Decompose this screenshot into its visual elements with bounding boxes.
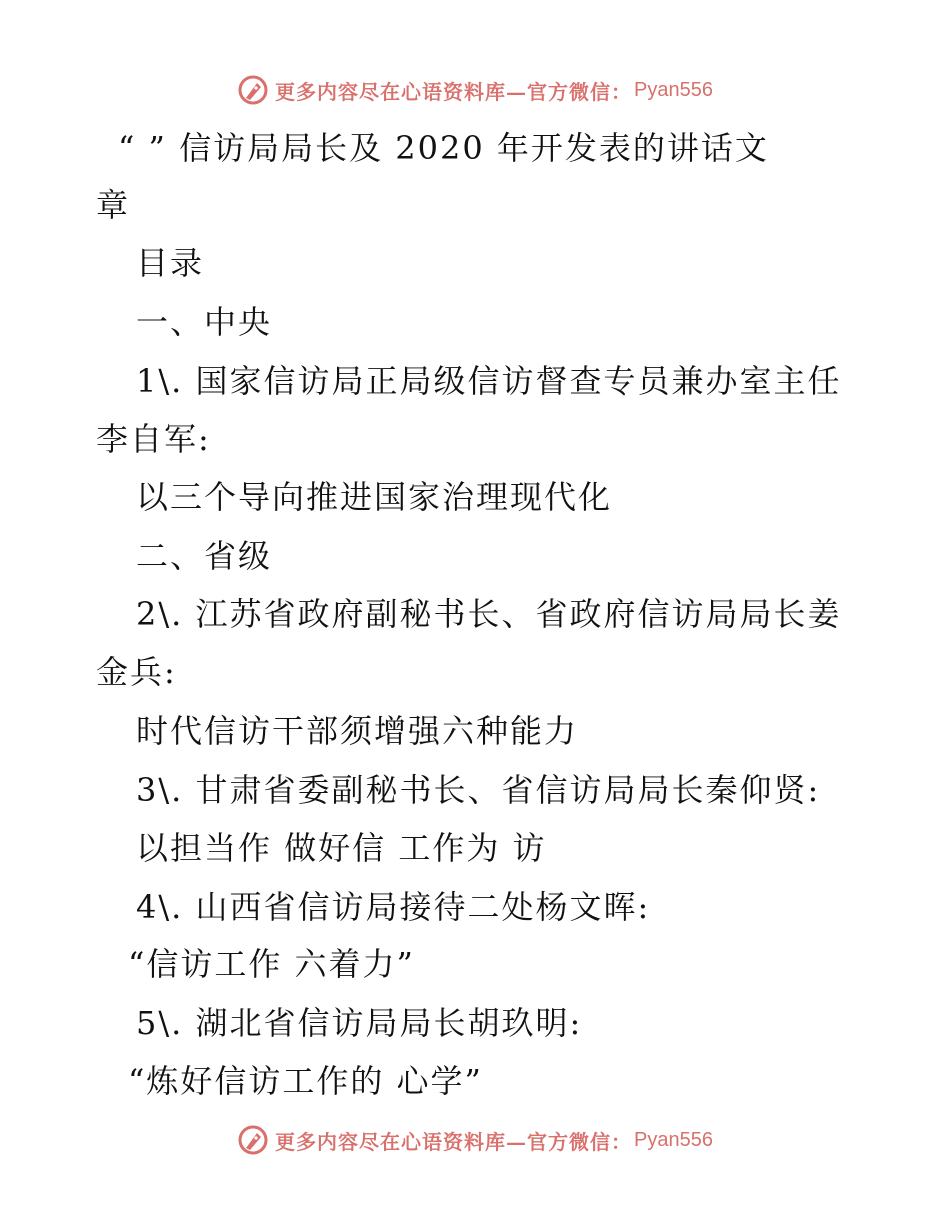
watermark-text: 更多内容尽在心语资料库—官方微信： (275, 79, 633, 104)
toc-item-1-cont: 李自军: (96, 420, 211, 458)
doc-title-line-1: “ ” 信访局局长及 2020 年开发表的讲话文 (118, 129, 769, 167)
toc-item-4-title: “信访工作 六着力” (128, 945, 415, 983)
toc-item-5-title: “炼好信访工作的 心学” (128, 1062, 483, 1100)
watermark-wechat-id: Pyan556 (634, 78, 713, 101)
toc-item-2-cont: 金兵: (96, 653, 177, 691)
toc-item-4: 4\. 山西省信访局接待二处杨文晖: (136, 888, 651, 926)
toc-item-3: 3\. 甘肃省委副秘书长、省信访局局长秦仰贤: (136, 771, 821, 809)
pen-nib-logo-icon (237, 74, 269, 106)
toc-item-2: 2\. 江苏省政府副秘书长、省政府信访局局长姜 (136, 595, 842, 633)
toc-item-3-title: 以担当作 做好信 工作为 访 (136, 829, 547, 867)
watermark-wechat-id: Pyan556 (634, 1128, 713, 1151)
doc-title-line-2: 章 (96, 186, 131, 224)
header-watermark-banner (0, 70, 950, 110)
toc-item-2-title: 时代信访干部须增强六种能力 (136, 712, 579, 750)
toc-item-1-title: 以三个导向推进国家治理现代化 (136, 478, 613, 516)
toc-item-1: 1\. 国家信访局正局级信访督查专员兼办室主任 (136, 362, 842, 400)
pen-nib-logo-icon (237, 1124, 269, 1156)
footer-watermark-banner (0, 1120, 950, 1160)
toc-item-5: 5\. 湖北省信访局局长胡玖明: (136, 1004, 583, 1042)
section-heading-central: 一、中央 (136, 303, 273, 341)
watermark-text: 更多内容尽在心语资料库—官方微信： (275, 1129, 633, 1154)
section-heading-provincial: 二、省级 (136, 537, 273, 575)
toc-heading: 目录 (136, 244, 205, 282)
